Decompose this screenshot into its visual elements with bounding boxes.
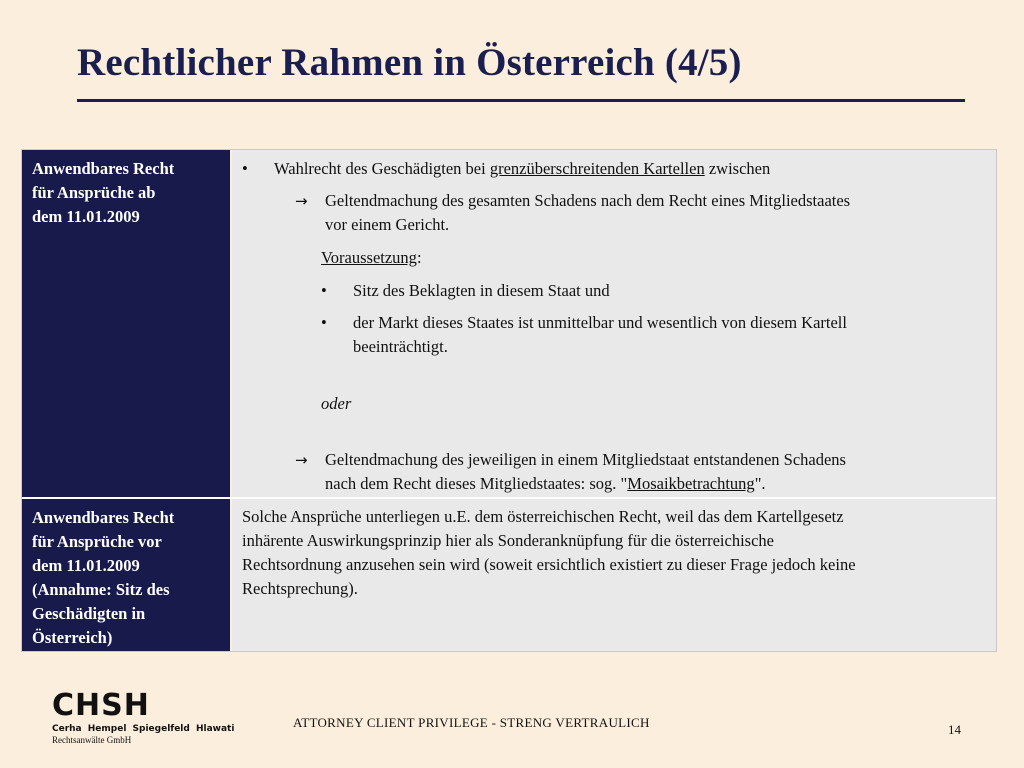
body-line: inhärente Auswirkungsprinzip hier als Sonderanknüpfung für die österreichische: [242, 531, 774, 550]
row-label-line: (Annahme: Sitz des: [32, 580, 170, 599]
logo-wordmark: CHSH: [52, 688, 150, 723]
company-logo: [52, 690, 234, 745]
body-line: Sitz des Beklagten in diesem Staat und: [353, 281, 610, 300]
page-number: 14: [948, 722, 961, 737]
table-row: [22, 499, 996, 651]
body-line: der Markt dieses Staates ist unmittelbar und wesentlich von diesem Kartell: [353, 313, 847, 332]
body-line: vor einem Gericht.: [325, 215, 450, 234]
table-row: [22, 150, 996, 497]
body-line: beeinträchtigt.: [353, 337, 448, 356]
underlined-term: Mosaikbetrachtung: [627, 474, 755, 493]
logo-partner-names: Cerha Hempel Spiegelfeld Hlawati: [52, 724, 235, 734]
content-table: [21, 149, 997, 652]
row-label-line: dem 11.01.2009: [32, 556, 140, 575]
page-title: Rechtlicher Rahmen in Österreich (4/5): [77, 41, 742, 84]
title-underline: [77, 99, 965, 102]
body-line: Geltendmachung des gesamten Schadens nach dem Recht eines Mitgliedstaates: [325, 191, 851, 210]
row-body-cell: [232, 499, 996, 651]
row-body-cell: [232, 150, 996, 497]
body-line: nach dem Recht dieses Mitgliedstaates: sog. "Mosaikbetrachtung".: [325, 474, 766, 493]
row-label-line: für Ansprüche vor: [32, 532, 162, 551]
row-label-line: für Ansprüche ab: [32, 183, 156, 202]
row-label-cell: [22, 150, 230, 497]
logo-subtitle: Rechtsanwälte GmbH: [52, 735, 132, 745]
body-line: Solche Ansprüche unterliegen u.E. dem österreichischen Recht, weil das dem Kartellgesetz: [242, 507, 844, 526]
row-label-line: Geschädigten in: [32, 604, 146, 623]
underlined-term: grenzüberschreitenden Kartellen: [489, 159, 705, 178]
body-line: Rechtsordnung anzusehen sein wird (soweit ersichtlich existiert zu dieser Frage jedoch keine: [242, 555, 856, 574]
condition-heading: Voraussetzung:: [321, 248, 422, 267]
bullet-icon: •: [242, 159, 248, 178]
arrow-right-icon: →: [295, 192, 308, 210]
confidentiality-notice: ATTORNEY CLIENT PRIVILEGE - STRENG VERTRAULICH: [293, 715, 650, 730]
row-label-cell: [22, 499, 230, 651]
body-line: Geltendmachung des jeweiligen in einem Mitgliedstaat entstandenen Schadens: [325, 450, 846, 469]
row-label-line: Anwendbares Recht: [32, 159, 175, 178]
row-label-line: dem 11.01.2009: [32, 207, 140, 226]
row-label-line: Österreich): [32, 628, 113, 647]
bullet-icon: •: [321, 313, 327, 332]
bullet-icon: •: [321, 281, 327, 300]
body-line: Wahlrecht des Geschädigten bei grenzüberschreitenden Kartellen zwischen: [274, 159, 771, 178]
oder-text: oder: [321, 394, 352, 413]
row-label-line: Anwendbares Recht: [32, 508, 175, 527]
body-line: Rechtsprechung).: [242, 579, 358, 598]
arrow-right-icon: →: [295, 451, 308, 469]
